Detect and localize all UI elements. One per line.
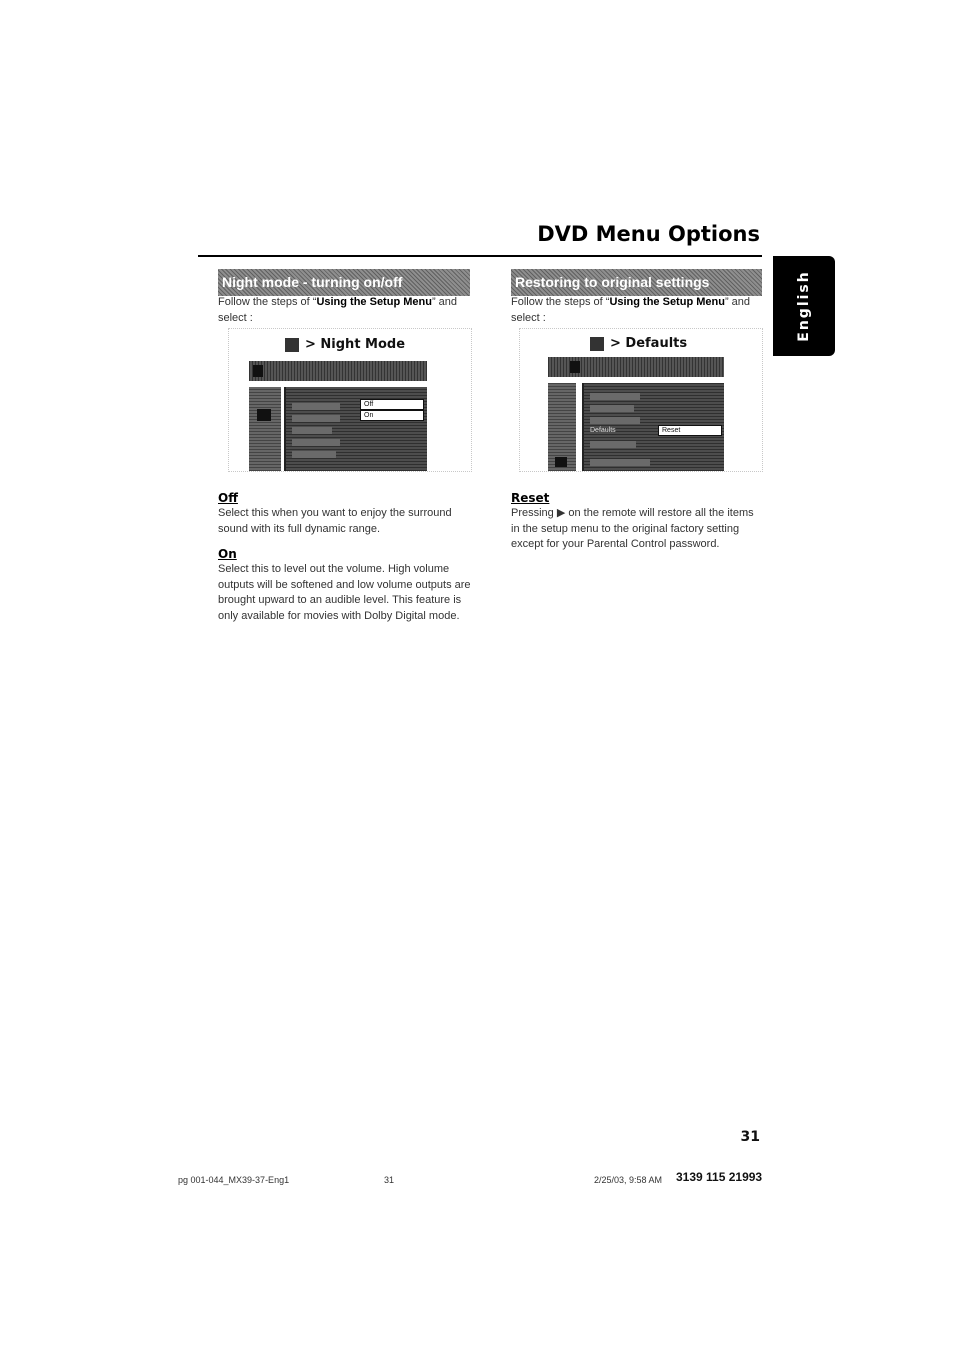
language-tab-label: English <box>796 270 812 342</box>
left-intro-post: ” and select : <box>218 296 458 324</box>
off-description: Select this when you want to enjoy the surround sound with its full dynamic range. <box>218 507 452 535</box>
off-heading: Off <box>218 491 238 505</box>
night-mode-caption <box>285 337 405 352</box>
option-on[interactable]: On <box>360 410 424 421</box>
settings-icon <box>590 337 604 351</box>
tab-icon <box>253 365 263 377</box>
night-mode-screen <box>228 328 472 472</box>
option-reset[interactable]: Reset <box>658 425 722 436</box>
section-header-night-mode: Night mode - turning on/off <box>218 269 470 296</box>
defaults-screen <box>519 328 763 472</box>
speaker-icon <box>285 338 299 352</box>
night-mode-caption-text: > Night Mode <box>305 337 406 352</box>
footer-sheet: 31 <box>384 1175 395 1185</box>
page-title: DVD Menu Options <box>537 222 760 246</box>
menu-panel <box>284 387 427 471</box>
right-intro-post: ” and select : <box>511 296 751 324</box>
defaults-caption <box>590 336 687 351</box>
language-tab <box>773 256 835 356</box>
left-intro <box>218 295 473 326</box>
title-rule <box>198 255 762 257</box>
right-intro-bold: Using the Setup Menu <box>609 296 725 308</box>
left-intro-pre: Follow the steps of “ <box>218 296 317 308</box>
settings-icon-selected <box>555 457 567 467</box>
page-number: 31 <box>740 1129 760 1145</box>
tab-icon <box>570 361 580 373</box>
footer-file: pg 001-044_MX39-37-Eng1 <box>178 1175 290 1185</box>
tab-bar <box>548 357 724 377</box>
option-off[interactable]: Off <box>360 399 424 410</box>
on-description: Select this to level out the volume. High volume outputs will be softened and low volume outputs are brought upward to an audible level. This feature is only available for movies with Dolby Digital mode. <box>218 563 471 622</box>
tab-bar <box>249 361 427 381</box>
right-intro-pre: Follow the steps of “ <box>511 296 610 308</box>
speaker-icon-selected <box>257 409 271 421</box>
right-intro <box>511 295 766 326</box>
menu-sidebar <box>548 383 576 471</box>
footer-code: 3139 115 21993 <box>676 1170 763 1184</box>
section-header-restoring: Restoring to original settings <box>511 269 762 296</box>
menu-sidebar <box>249 387 281 471</box>
on-heading: On <box>218 547 237 561</box>
footer-date: 2/25/03, 9:58 AM <box>594 1175 663 1185</box>
menu-item-defaults[interactable]: Defaults <box>590 427 616 434</box>
reset-heading: Reset <box>511 491 550 505</box>
menu-panel <box>582 383 724 471</box>
left-intro-bold: Using the Setup Menu <box>316 296 432 308</box>
defaults-caption-text: > Defaults <box>610 336 688 351</box>
reset-description: Pressing ▶ on the remote will restore all the items in the setup menu to the original factory setting except for your Parental Control password. <box>511 507 754 551</box>
